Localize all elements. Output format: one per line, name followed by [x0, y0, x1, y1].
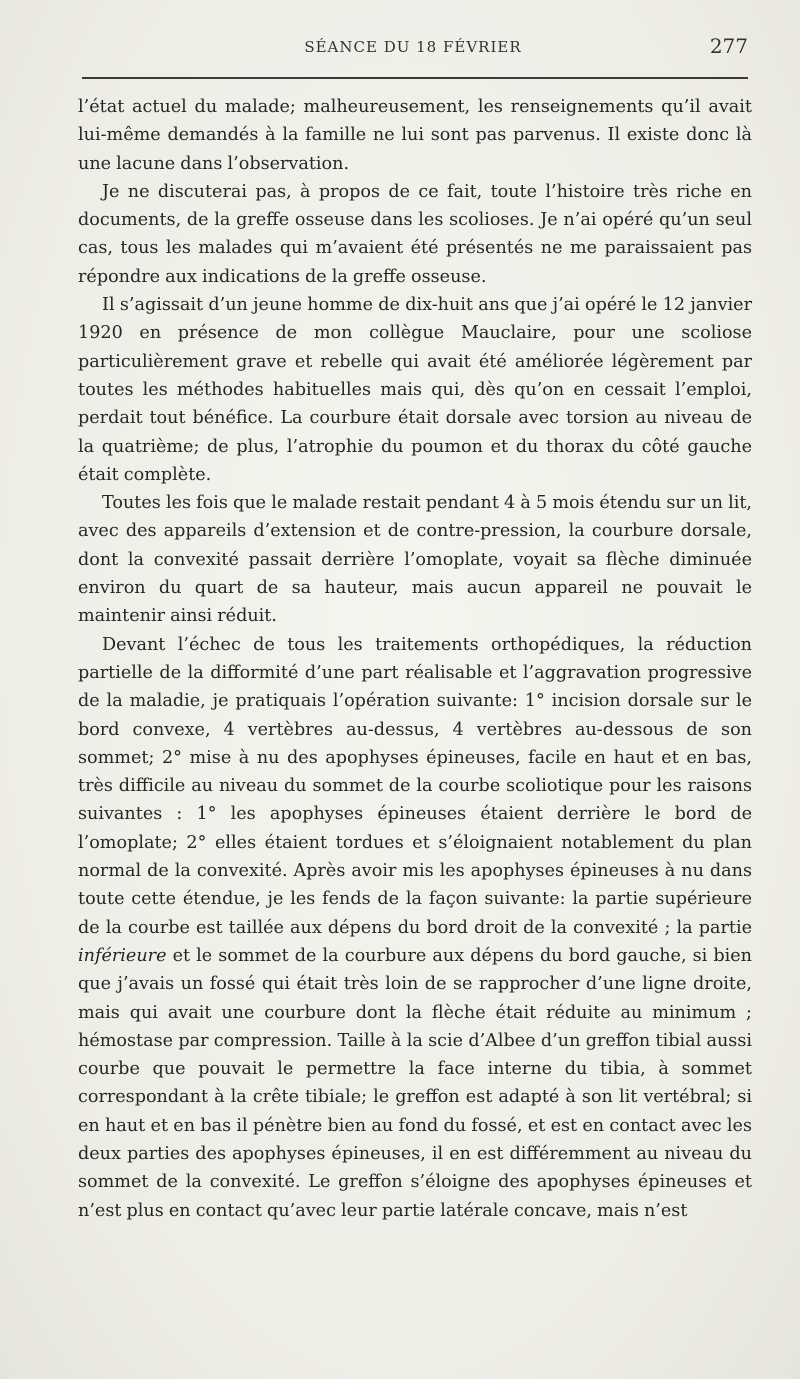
paragraph [78, 631, 752, 1225]
paragraph-text: et le sommet de la courbure aux dépens du bord gauche, si bien que j’avais un fossé qui était très loin de se rapprocher d’une ligne droite, mais qui avait une courbure dont la flèche était réduite au minimum ; hémostase par compression. Taille à la scie d’Albee d’un greffon tibial aussi courbe que pouvait le permettre la face interne du tibia, à sommet correspondant à la crête tibiale; le greffon est adapté à son lit vertébral; si en haut et en bas il pénètre bien au fond du fossé, et est en contact avec les deux parties des apophyses épineuses, il en est différemment au niveau du sommet de la convexité. Le greffon s’éloigne des apophyses épineuses et n’est plus en contact qu’avec leur partie latérale concave, mais n’est [78, 945, 752, 1221]
page-number: 277 [709, 34, 748, 58]
paragraph-text: Devant l’échec de tous les traitements orthopédiques, la réduction partielle de la difformité d’une part réalisable et l’aggravation progressive de la maladie, je pratiquais l’opération suivante: 1° incision dorsale sur le bord convexe, 4 vertèbres au-dessus, 4 vertèbres au-dessous de son sommet; 2° mise à nu des apophyses épineuses, facile en haut et en bas, très difficile au niveau du sommet de la courbe scoliotique pour les raisons suivantes : 1° les apophyses épineuses étaient derrière le bord de l’omoplate; 2° elles étaient tordues et s’éloignaient notablement du plan normal de la convexité. Après avoir mis les apophyses épineuses à nu dans toute cette étendue, je les fends de la façon suivante: la partie supérieure de la courbe est taillée aux dépens du bord droit de la convexité ; la partie [78, 634, 752, 938]
paragraph-continued: l’état actuel du malade; malheureusement, les renseignements qu’il avait lui-même demandés à la famille ne lui sont pas parvenus. Il existe donc là une lacune dans l’observation. [78, 97, 752, 174]
running-title: SÉANCE DU 18 FÉVRIER [304, 38, 522, 56]
running-header [78, 0, 748, 60]
paragraph: Je ne discuterai pas, à propos de ce fait, toute l’histoire très riche en documents, de la greffe osseuse dans les scolioses. Je n’ai opéré qu’un seul cas, tous les malades qui m’avaient été présentés ne me paraissaient pas répondre aux indications de la greffe osseuse. [78, 181, 752, 287]
italic-word: inférieure [78, 945, 167, 966]
header-rule [82, 77, 748, 79]
paragraph: Il s’agissait d’un jeune homme de dix-huit ans que j’ai opéré le 12 janvier 1920 en présence de mon collègue Mauclaire, pour une scoliose particulièrement grave et rebelle qui avait été améliorée légèrement par toutes les méthodes habituelles mais qui, dès qu’on en cessait l’emploi, perdait tout bénéfice. La courbure était dorsale avec torsion au niveau de la quatrième; de plus, l’atrophie du poumon et du thorax du côté gauche était complète. [78, 295, 752, 485]
body-text [78, 93, 752, 1225]
paragraph: Toutes les fois que le malade restait pendant 4 à 5 mois étendu sur un lit, avec des appareils d’extension et de contre-pression, la courbure dorsale, dont la convexité passait derrière l’omoplate, voyait sa flèche diminuée environ du quart de sa hauteur, mais aucun appareil ne pouvait le maintenir ainsi réduit. [78, 493, 752, 627]
